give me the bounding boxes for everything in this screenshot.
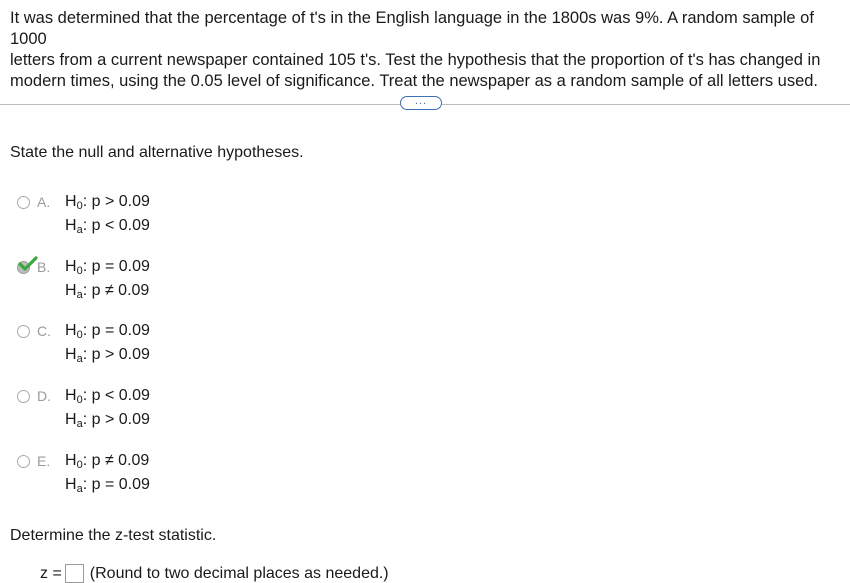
- option-e[interactable]: [14, 452, 314, 498]
- z-label: z =: [40, 564, 62, 582]
- question-text: It was determined that the percentage of t's in the English language in the 1800s was 9%. A random sample of 1000 letters from a current newspaper contained 105 t's. Test the hypothesis that the proportion of t's has changed in modern times, using the 0.05 level of significance. Treat the newspaper as a random sample of all letters used.: [10, 9, 821, 90]
- null-hypothesis: $H_0$: p < 0.09: [65, 387, 150, 406]
- option-letter: D.: [37, 388, 51, 404]
- radio-button[interactable]: [17, 455, 30, 468]
- radio-button[interactable]: [17, 390, 30, 403]
- option-letter: C.: [37, 323, 51, 339]
- checkmark-icon: [18, 256, 38, 272]
- option-letter: B.: [37, 259, 51, 275]
- option-a[interactable]: [14, 193, 314, 239]
- null-hypothesis: $H_0$: p = 0.09: [65, 258, 150, 277]
- z-answer-row: [40, 564, 389, 583]
- rounding-hint: (Round to two decimal places as needed.): [89, 564, 389, 582]
- radio-button[interactable]: [17, 325, 30, 338]
- alternative-hypothesis: $H_a$: p > 0.09: [65, 346, 150, 365]
- z-statistic-prompt: Determine the z-test statistic.: [10, 527, 217, 544]
- option-letter: A.: [37, 194, 51, 210]
- null-hypothesis: $H_0$: p > 0.09: [65, 193, 150, 212]
- alternative-hypothesis: $H_a$: p < 0.09: [65, 217, 150, 236]
- alternative-hypothesis: $H_a$: p > 0.09: [65, 411, 150, 430]
- alternative-hypothesis: $H_a$: p ≠ 0.09: [65, 282, 150, 301]
- option-d[interactable]: [14, 387, 314, 433]
- option-b[interactable]: [14, 258, 314, 304]
- z-input[interactable]: [65, 564, 84, 583]
- null-hypothesis: $H_0$: p ≠ 0.09: [65, 452, 150, 471]
- more-button[interactable]: ...: [400, 96, 442, 110]
- null-hypothesis: $H_0$: p = 0.09: [65, 322, 150, 341]
- hypotheses-prompt: State the null and alternative hypotheses.: [10, 144, 304, 161]
- option-letter: E.: [37, 453, 51, 469]
- alternative-hypothesis: $H_a$: p = 0.09: [65, 476, 150, 495]
- radio-button[interactable]: [17, 196, 30, 209]
- option-c[interactable]: [14, 322, 314, 368]
